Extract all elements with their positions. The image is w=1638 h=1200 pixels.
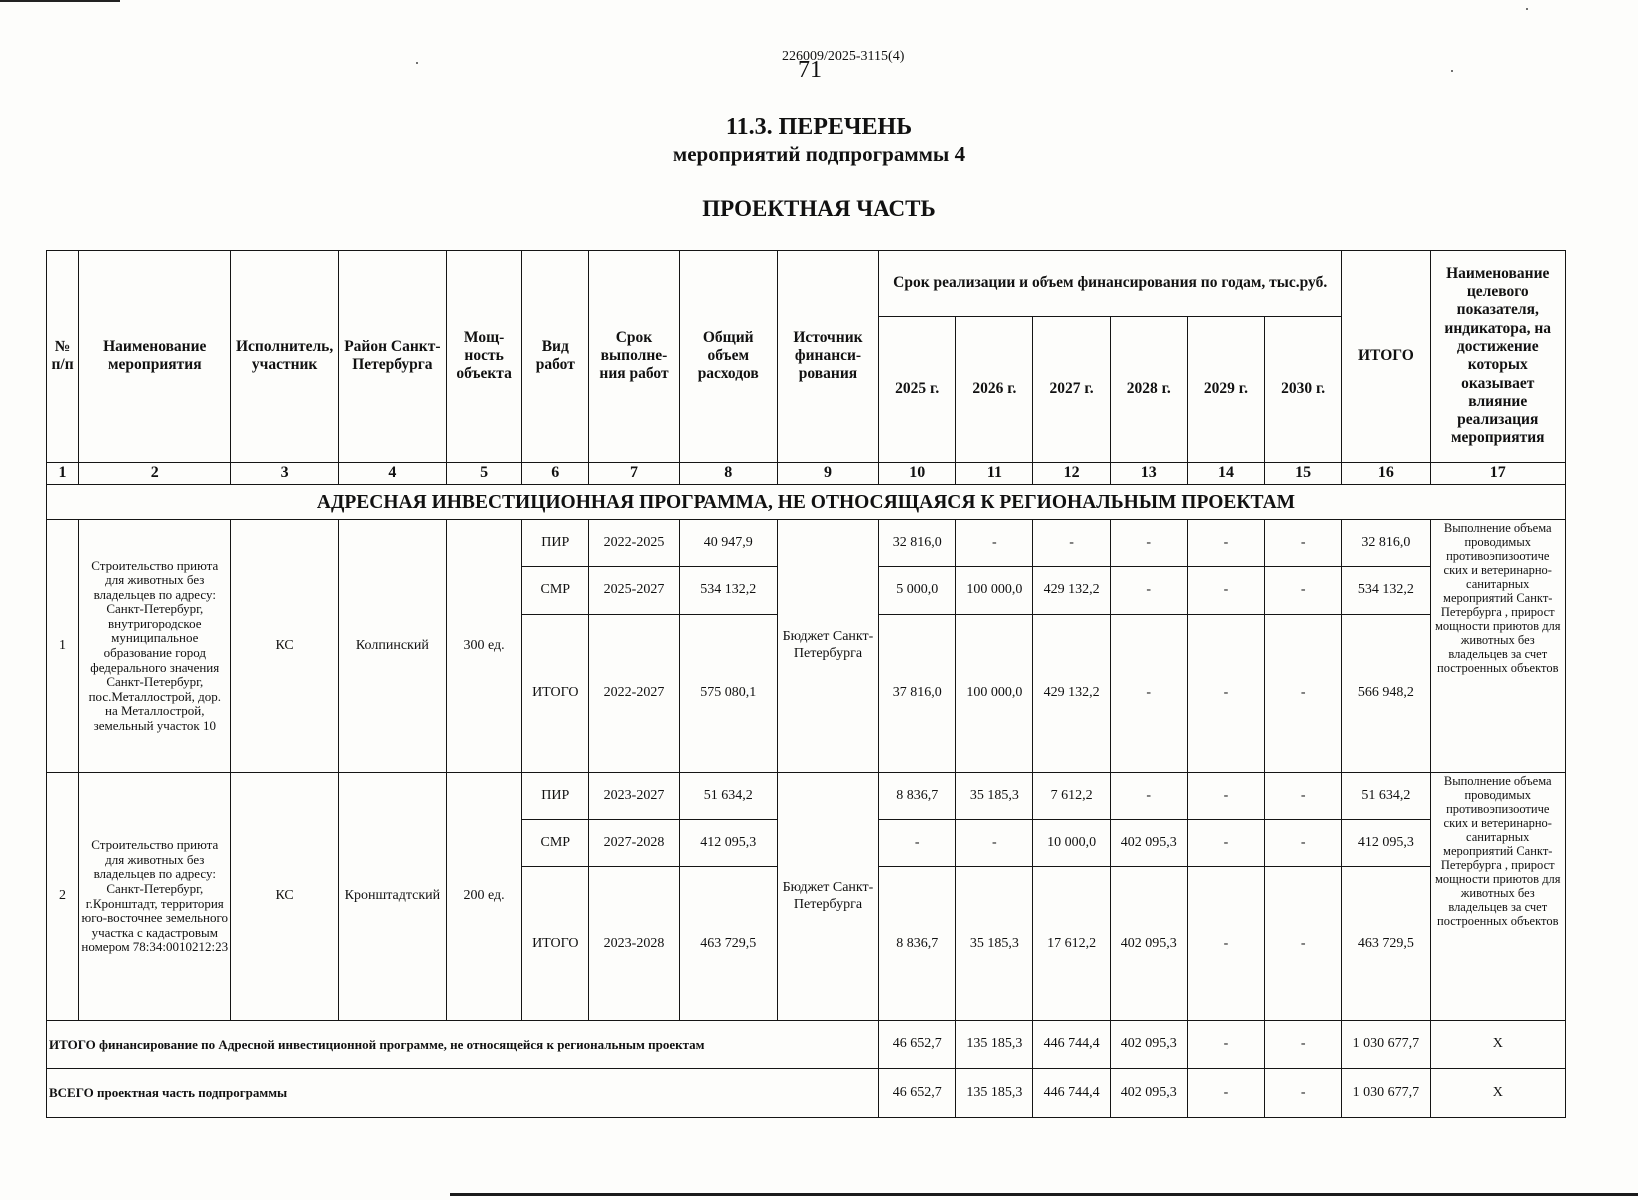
year-value-cell: - [1265, 820, 1342, 867]
year-value-cell: 100 000,0 [956, 614, 1033, 772]
year-value-cell: - [1110, 772, 1187, 819]
year-value-cell: - [1187, 867, 1264, 1021]
term-cell: 2023-2028 [589, 867, 679, 1021]
item-capacity: 200 ед. [447, 772, 522, 1021]
cost-cell: 575 080,1 [679, 614, 777, 772]
term-cell: 2025-2027 [589, 567, 679, 614]
header-year: 2029 г. [1187, 316, 1264, 462]
scan-edge-bottom [450, 1193, 1638, 1196]
year-value-cell: 402 095,3 [1110, 1068, 1187, 1117]
column-number: 6 [522, 462, 589, 485]
header-district: Район Санкт-Петербурга [338, 251, 446, 463]
column-number: 12 [1033, 462, 1110, 485]
item-num: 2 [47, 772, 79, 1021]
year-value-cell: 446 744,4 [1033, 1068, 1110, 1117]
cost-cell: 40 947,9 [679, 520, 777, 567]
year-value-cell: - [1265, 867, 1342, 1021]
target-cell: Х [1430, 1068, 1566, 1117]
year-value-cell: - [1187, 1021, 1264, 1068]
page-number: 71 [798, 57, 822, 83]
column-number: 16 [1342, 462, 1430, 485]
column-number: 2 [79, 462, 231, 485]
column-number-row [47, 462, 1566, 485]
scan-edge-top [0, 0, 120, 2]
item-capacity: 300 ед. [447, 520, 522, 773]
year-value-cell: 10 000,0 [1033, 820, 1110, 867]
total-cell: 534 132,2 [1342, 567, 1430, 614]
cost-cell: 51 634,2 [679, 772, 777, 819]
year-value-cell: 35 185,3 [956, 867, 1033, 1021]
year-value-cell: 7 612,2 [1033, 772, 1110, 819]
header-term: Срок выполне-ния работ [589, 251, 679, 463]
header-num: № п/п [47, 251, 79, 463]
year-value-cell: - [1110, 520, 1187, 567]
header-executor: Исполнитель, участник [231, 251, 338, 463]
column-number: 15 [1265, 462, 1342, 485]
term-cell: 2023-2027 [589, 772, 679, 819]
year-value-cell: - [956, 820, 1033, 867]
item-district: Колпинский [338, 520, 446, 773]
item-executor: КС [231, 772, 338, 1021]
year-value-cell: 32 816,0 [879, 520, 956, 567]
header-year: 2030 г. [1265, 316, 1342, 462]
header-itogo: ИТОГО [1342, 251, 1430, 463]
totals-row [47, 1021, 1566, 1068]
item-name: Строительство приюта для животных без владельцев по адресу: Санкт-Петербург, внутригородское муниципальное образование город федерального значения Санкт-Петербург, пос.Металлострой, дор. на Металлострой, земельный участок 10 [79, 520, 231, 773]
term-cell: 2022-2025 [589, 520, 679, 567]
header-name: Наименование мероприятия [79, 251, 231, 463]
year-value-cell: 17 612,2 [1033, 867, 1110, 1021]
header-target: Наименование целевого показателя, индикатора, на достижение которых оказывает влияние реализация мероприятия [1430, 251, 1566, 463]
year-value-cell: 135 185,3 [956, 1068, 1033, 1117]
year-value-cell: 402 095,3 [1110, 1021, 1187, 1068]
term-cell: 2022-2027 [589, 614, 679, 772]
header-year: 2028 г. [1110, 316, 1187, 462]
column-number: 8 [679, 462, 777, 485]
scan-speck [416, 62, 418, 64]
total-cell: 412 095,3 [1342, 820, 1430, 867]
header-year: 2027 г. [1033, 316, 1110, 462]
year-value-cell: - [1187, 520, 1264, 567]
total-cell: 463 729,5 [1342, 867, 1430, 1021]
total-cell: 32 816,0 [1342, 520, 1430, 567]
year-value-cell: - [1187, 567, 1264, 614]
table-row [47, 772, 1566, 819]
header-period-group: Срок реализации и объем финансирования по годам, тыс.руб. [879, 251, 1342, 317]
column-number: 13 [1110, 462, 1187, 485]
term-cell: 2027-2028 [589, 820, 679, 867]
year-value-cell: - [1265, 1021, 1342, 1068]
document-subtitle: мероприятий подпрограммы 4 [672, 142, 966, 166]
year-value-cell: - [1187, 1068, 1264, 1117]
total-cell: 1 030 677,7 [1342, 1068, 1430, 1117]
year-value-cell: - [1265, 1068, 1342, 1117]
year-value-cell: - [1265, 520, 1342, 567]
table-row [47, 520, 1566, 567]
year-value-cell: - [1187, 772, 1264, 819]
year-value-cell: 5 000,0 [879, 567, 956, 614]
totals-label: ИТОГО финансирование по Адресной инвестиционной программе, не относящейся к региональным проектам [47, 1021, 879, 1068]
item-district: Кронштадтский [338, 772, 446, 1021]
year-value-cell: - [1033, 520, 1110, 567]
item-source: Бюджет Санкт-Петербурга [777, 772, 878, 1021]
year-value-cell: 135 185,3 [956, 1021, 1033, 1068]
section-heading: ПРОЕКТНАЯ ЧАСТЬ [702, 196, 936, 221]
year-value-cell: - [879, 820, 956, 867]
year-value-cell: - [1265, 772, 1342, 819]
year-value-cell: - [956, 520, 1033, 567]
column-number: 11 [956, 462, 1033, 485]
totals-row [47, 1068, 1566, 1117]
total-cell: 1 030 677,7 [1342, 1021, 1430, 1068]
year-value-cell: - [1265, 567, 1342, 614]
column-number: 7 [589, 462, 679, 485]
year-value-cell: 100 000,0 [956, 567, 1033, 614]
cost-cell: 534 132,2 [679, 567, 777, 614]
target-cell: Х [1430, 1021, 1566, 1068]
header-work-type: Вид работ [522, 251, 589, 463]
total-cell: 566 948,2 [1342, 614, 1430, 772]
header-source: Источник финанси-рования [777, 251, 878, 463]
year-value-cell: - [1187, 820, 1264, 867]
year-value-cell: - [1265, 614, 1342, 772]
work-type-cell: СМР [522, 567, 589, 614]
year-value-cell: 429 132,2 [1033, 567, 1110, 614]
scan-speck [1451, 70, 1453, 72]
item-target: Выполнение объема проводимых противоэпизоотиче ских и ветеринарно-санитарных мероприятий Санкт-Петербурга , прирост мощности приютов для животных без владельцев за счет построенных объектов [1430, 520, 1566, 773]
year-value-cell: 446 744,4 [1033, 1021, 1110, 1068]
work-type-cell: ПИР [522, 520, 589, 567]
section-title-row: АДРЕСНАЯ ИНВЕСТИЦИОННАЯ ПРОГРАММА, НЕ ОТНОСЯЩАЯСЯ К РЕГИОНАЛЬНЫМ ПРОЕКТАМ [47, 485, 1566, 520]
header-total-cost: Общий объем расходов [679, 251, 777, 463]
year-value-cell: 8 836,7 [879, 772, 956, 819]
header-year: 2025 г. [879, 316, 956, 462]
item-num: 1 [47, 520, 79, 773]
scan-speck [1526, 8, 1528, 10]
column-number: 14 [1187, 462, 1264, 485]
year-value-cell: 46 652,7 [879, 1021, 956, 1068]
registration-stamp [760, 49, 960, 89]
year-value-cell: 8 836,7 [879, 867, 956, 1021]
header-year: 2026 г. [956, 316, 1033, 462]
totals-label: ВСЕГО проектная часть подпрограммы [47, 1068, 879, 1117]
year-value-cell: 46 652,7 [879, 1068, 956, 1117]
column-number: 10 [879, 462, 956, 485]
column-number: 1 [47, 462, 79, 485]
column-number: 5 [447, 462, 522, 485]
registration-number: 226009/2025-3115(4) [782, 49, 905, 64]
work-type-cell: ПИР [522, 772, 589, 819]
year-value-cell: 402 095,3 [1110, 867, 1187, 1021]
year-value-cell: 35 185,3 [956, 772, 1033, 819]
work-type-cell: ИТОГО [522, 614, 589, 772]
cost-cell: 463 729,5 [679, 867, 777, 1021]
item-name: Строительство приюта для животных без владельцев по адресу: Санкт-Петербург, г.Кронштадт, территория юго-восточнее земельного участка с кадастровым номером 78:34:0010212:23 [79, 772, 231, 1021]
year-value-cell: - [1110, 567, 1187, 614]
year-value-cell: 429 132,2 [1033, 614, 1110, 772]
document-title: 11.3. ПЕРЕЧЕНЬ [725, 114, 913, 140]
total-cell: 51 634,2 [1342, 772, 1430, 819]
column-number: 17 [1430, 462, 1566, 485]
work-type-cell: ИТОГО [522, 867, 589, 1021]
cost-cell: 412 095,3 [679, 820, 777, 867]
item-target: Выполнение объема проводимых противоэпизоотиче ских и ветеринарно-санитарных мероприятий Санкт-Петербурга , прирост мощности приютов для животных без владельцев за счет построенных объектов [1430, 772, 1566, 1021]
column-number: 4 [338, 462, 446, 485]
header-capacity: Мощ-ность объекта [447, 251, 522, 463]
item-source: Бюджет Санкт-Петербурга [777, 520, 878, 773]
column-number: 3 [231, 462, 338, 485]
work-type-cell: СМР [522, 820, 589, 867]
year-value-cell: 37 816,0 [879, 614, 956, 772]
year-value-cell: - [1110, 614, 1187, 772]
year-value-cell: 402 095,3 [1110, 820, 1187, 867]
column-number: 9 [777, 462, 878, 485]
item-executor: КС [231, 520, 338, 773]
measures-table [46, 250, 1566, 1118]
year-value-cell: - [1187, 614, 1264, 772]
